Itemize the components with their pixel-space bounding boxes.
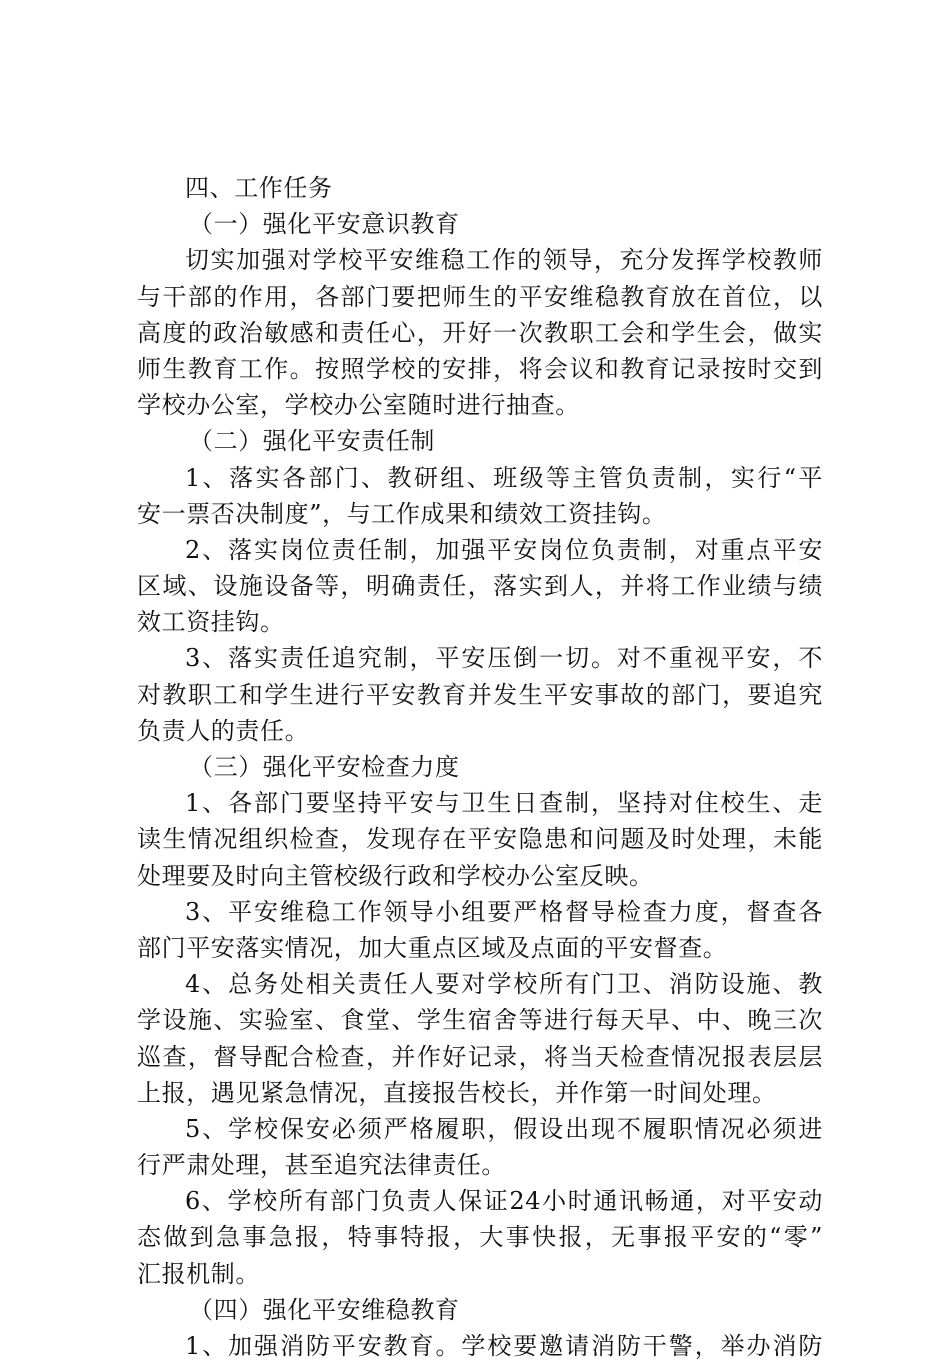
text-line: 效工资挂钩。 bbox=[137, 608, 285, 637]
text-line: 上报，遇见紧急情况，直接报告校长，并作第一时间处理。 bbox=[137, 1078, 777, 1107]
text-line: 行严肃处理，甚至追究法律责任。 bbox=[137, 1151, 506, 1180]
text-line: 1、落实各部门、教研组、班级等主管负责制，实行“平 bbox=[185, 463, 823, 492]
text-line: 3、平安维稳工作领导小组要严格督导检查力度，督查各 bbox=[185, 897, 823, 926]
text-line: 切实加强对学校平安维稳工作的领导，充分发挥学校教师 bbox=[185, 246, 823, 275]
text-line: 巡查，督导配合检查，并作好记录，将当天检查情况报表层层 bbox=[137, 1042, 823, 1071]
text-line: 1、加强消防平安教育。学校要邀请消防干警，举办消防 bbox=[185, 1332, 823, 1360]
document-body bbox=[137, 170, 823, 1364]
text-line: （三）强化平安检查力度 bbox=[189, 753, 460, 781]
text-line: 师生教育工作。按照学校的安排，将会议和教育记录按时交到 bbox=[137, 354, 823, 383]
text-line: 6、学校所有部门负责人保证24小时通讯畅通，对平安动 bbox=[185, 1187, 823, 1216]
text-line: 学设施、实验室、食堂、学生宿舍等进行每天早、中、晚三次 bbox=[137, 1006, 823, 1035]
text-line: 安一票否决制度”，与工作成果和绩效工资挂钩。 bbox=[137, 499, 667, 528]
text-line: 四、工作任务 bbox=[185, 174, 333, 202]
text-line: 汇报机制。 bbox=[137, 1259, 260, 1288]
text-line: 对教职工和学生进行平安教育并发生平安事故的部门，要追究 bbox=[137, 680, 823, 709]
text-line: 处理要及时向主管校级行政和学校办公室反映。 bbox=[137, 861, 654, 890]
text-line: 4、总务处相关责任人要对学校所有门卫、消防设施、教 bbox=[185, 970, 823, 999]
text-line: 区域、设施设备等，明确责任，落实到人，并将工作业绩与绩 bbox=[137, 572, 823, 601]
text-line: （二）强化平安责任制 bbox=[189, 427, 435, 456]
text-line: 读生情况组织检查，发现存在平安隐患和问题及时处理，未能 bbox=[137, 825, 823, 854]
text-line: 与干部的作用，各部门要把师生的平安维稳教育放在首位，以 bbox=[137, 282, 823, 311]
text-line: 态做到急事急报，特事特报，大事快报，无事报平安的“零” bbox=[137, 1223, 823, 1252]
text-line: （四）强化平安维稳教育 bbox=[189, 1295, 460, 1324]
text-line: 部门平安落实情况，加大重点区域及点面的平安督查。 bbox=[137, 933, 728, 962]
text-line: 1、各部门要坚持平安与卫生日查制，坚持对住校生、走 bbox=[185, 789, 823, 818]
text-line: 2、落实岗位责任制，加强平安岗位负责制，对重点平安 bbox=[185, 535, 823, 564]
text-line: （一）强化平安意识教育 bbox=[189, 210, 460, 239]
text-line: 高度的政治敏感和责任心，开好一次教职工会和学生会，做实 bbox=[137, 318, 823, 347]
text-line: 3、落实责任追究制，平安压倒一切。对不重视平安，不 bbox=[185, 644, 823, 673]
text-line: 学校办公室，学校办公室随时进行抽查。 bbox=[137, 391, 580, 420]
text-line: 负责人的责任。 bbox=[137, 716, 310, 745]
text-line: 5、学校保安必须严格履职，假设出现不履职情况必须进 bbox=[185, 1114, 823, 1143]
